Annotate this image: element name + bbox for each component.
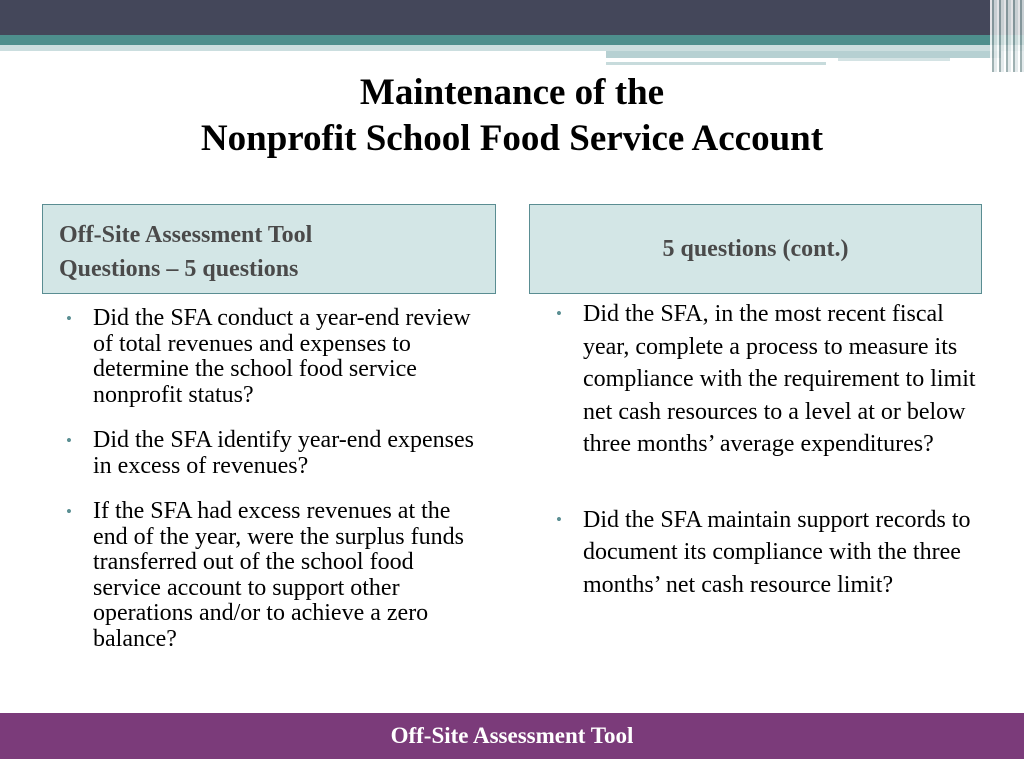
slide-title: [60, 70, 964, 162]
decorative-line: [606, 62, 826, 65]
bullet-text: Did the SFA maintain support records to document its compliance with the three months’ net cash resource limit?: [583, 506, 971, 598]
bullet-icon: •: [556, 509, 562, 529]
slide-title-line-1: Maintenance of the: [359, 72, 665, 113]
left-bullet-list: [58, 306, 483, 672]
bullet-icon: •: [66, 309, 72, 328]
bullet-icon: •: [66, 502, 72, 521]
right-header-text: 5 questions (cont.): [662, 236, 849, 262]
list-item: [548, 298, 983, 461]
left-column-header: [42, 204, 496, 294]
bullet-icon: •: [66, 431, 72, 450]
bullet-text: Did the SFA identify year-end expenses in excess of revenues?: [93, 427, 474, 479]
left-header-line-1: Off-Site Assessment Tool: [59, 222, 313, 248]
bullet-text: Did the SFA, in the most recent fiscal year, complete a process to measure its compliance with the requirement to limit net cash resources to a level at or below three months’ average expenditures?: [583, 301, 976, 457]
bullet-icon: •: [556, 304, 562, 323]
right-bullet-list: [548, 298, 983, 601]
left-header-line-2: Questions – 5 questions: [59, 256, 299, 282]
decorative-line: [838, 58, 950, 61]
list-item: [548, 504, 983, 602]
right-column-header: [529, 204, 982, 294]
decorative-stripes: [990, 0, 1024, 72]
top-band: [0, 0, 1024, 35]
list-item: [58, 306, 483, 408]
bullet-text: Did the SFA conduct a year-end review of total revenues and expenses to determine the school food service nonprofit status?: [93, 305, 471, 408]
slide-title-line-2: Nonprofit School Food Service Account: [200, 118, 824, 159]
footer-band: [0, 713, 1024, 759]
list-item: [58, 428, 483, 479]
decorative-line: [606, 51, 1001, 58]
teal-band: [0, 35, 1024, 45]
footer-text: Off-Site Assessment Tool: [390, 723, 634, 748]
bullet-text: If the SFA had excess revenues at the end of the year, were the surplus funds transferred out of the school food service account to support other operations and/or to achieve a zero balance?: [93, 498, 464, 652]
list-item: [58, 499, 483, 652]
